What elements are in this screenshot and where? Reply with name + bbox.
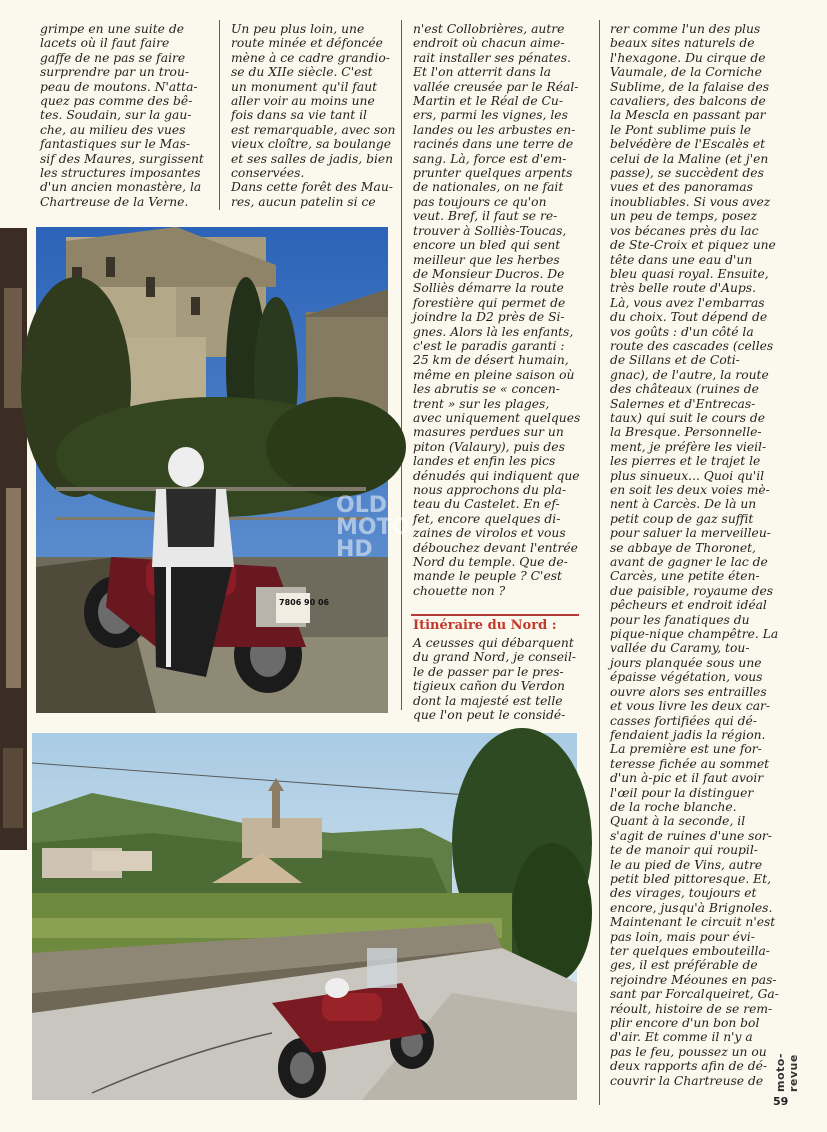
section-heading: Itinéraire du Nord : bbox=[413, 618, 557, 633]
text-line: Sublime, de la falaise des bbox=[610, 79, 770, 94]
text-line: vallée creusée par le Réal- bbox=[413, 79, 579, 94]
text-line: fois dans sa vie tant il bbox=[231, 108, 367, 123]
text-line: rejoindre Méounes en pas- bbox=[610, 972, 777, 987]
text-line: l'œil pour la distinguer bbox=[610, 785, 754, 800]
text-line: Dans cette forêt des Mau- bbox=[231, 180, 393, 195]
text-line: pour les fanatiques du bbox=[610, 612, 750, 627]
text-line: en soit les deux voies mè- bbox=[610, 483, 770, 497]
text-line: sant par Forcalqueiret, Ga- bbox=[610, 987, 779, 1002]
text-line: avant de gagner le lac de bbox=[610, 555, 768, 570]
magazine-brand: moto-revue bbox=[774, 1053, 800, 1092]
text-line: racinés dans une terre de bbox=[413, 137, 574, 152]
text-line: bleu quasi royal. Ensuite, bbox=[610, 266, 769, 281]
page-number: 59 bbox=[773, 1095, 789, 1108]
text-line: aller voir au moins une bbox=[231, 94, 375, 109]
text-line: de Monsieur Ducros. De bbox=[413, 266, 565, 281]
watermark: OLD MOTO HD bbox=[336, 493, 411, 562]
text-line: mande le peuple ? C'est bbox=[413, 569, 562, 584]
text-line: vues et des panoramas bbox=[610, 180, 753, 195]
text-line: masures perdues sur un bbox=[413, 425, 564, 440]
text-line: trent » sur les plages, bbox=[413, 396, 550, 411]
text-line: cavaliers, des balcons de bbox=[610, 94, 766, 109]
text-line: route minée et défoncée bbox=[231, 36, 383, 51]
text-line: trouver à Solliès-Toucas, bbox=[413, 223, 567, 238]
text-line: 25 km de désert humain, bbox=[413, 353, 569, 368]
text-line: Carcès, une petite éten- bbox=[610, 569, 760, 584]
text-line: de Ste-Croix et piquez une bbox=[610, 238, 776, 253]
text-line: La première est une for- bbox=[610, 742, 762, 757]
text-line: A ceusses qui débarquent bbox=[413, 636, 574, 650]
text-column-4 bbox=[610, 22, 779, 1088]
text-line: belvédère de l'Escalès et bbox=[610, 137, 766, 152]
text-line: d'un ancien monastère, la bbox=[40, 180, 202, 195]
text-line: fantastiques sur le Mas- bbox=[40, 137, 191, 152]
heading-rule bbox=[411, 614, 579, 616]
text-line: épaisse végétation, vous bbox=[610, 670, 763, 685]
text-line: des virages, toujours et bbox=[610, 886, 757, 901]
text-line: casses fortifiées qui dé- bbox=[610, 713, 757, 728]
text-line: la Mescla en passant par bbox=[610, 108, 766, 123]
text-line: Quant à la seconde, il bbox=[610, 814, 746, 829]
text-line: quez pas comme des bê- bbox=[40, 94, 193, 109]
column-divider bbox=[599, 20, 600, 1105]
text-line: beaux sites naturels de bbox=[610, 36, 755, 51]
text-line: que l'on peut le considé- bbox=[413, 708, 566, 723]
column-divider bbox=[401, 20, 402, 710]
text-line: dont la majesté est telle bbox=[413, 693, 563, 708]
text-line: gaffe de ne pas se faire bbox=[40, 50, 186, 65]
text-line: le de passer par le pres- bbox=[413, 664, 564, 679]
text-line: réoult, histoire de se rem- bbox=[610, 1001, 773, 1016]
text-line: Vaumale, de la Corniche bbox=[610, 65, 762, 80]
text-line: de nationales, on ne fait bbox=[413, 180, 564, 195]
text-line: l'hexagone. Du cirque de bbox=[610, 50, 766, 65]
text-line: se abbaye de Thoronet, bbox=[610, 540, 756, 555]
text-line: encore un bled qui sent bbox=[413, 238, 561, 253]
text-column-3 bbox=[413, 22, 580, 598]
text-line: peau de moutons. N'atta- bbox=[40, 79, 198, 94]
text-line: nous approchons du pla- bbox=[413, 483, 567, 497]
text-line: teau du Castelet. En ef- bbox=[413, 497, 560, 512]
text-line: le Pont sublime puis le bbox=[610, 122, 752, 137]
text-line: conservées. bbox=[231, 166, 305, 181]
column-divider bbox=[219, 20, 220, 210]
page-edge-strip bbox=[0, 228, 27, 850]
text-line: petit bled pittoresque. Et, bbox=[610, 871, 772, 886]
photo-village-motorcycle bbox=[32, 733, 577, 1100]
text-line: rer comme l'un des plus bbox=[610, 22, 761, 36]
text-line: même en pleine saison où bbox=[413, 367, 575, 382]
text-line: sang. Là, force est d'em- bbox=[413, 151, 567, 166]
text-line: de Sillans et de Coti- bbox=[610, 353, 740, 368]
text-line: pas le feu, poussez un ou bbox=[610, 1044, 767, 1059]
text-line: s'agit de ruines d'une sor- bbox=[610, 828, 772, 843]
text-line: pas toujours ce qu'on bbox=[413, 194, 547, 209]
text-line: se du XIIe siècle. C'est bbox=[231, 65, 373, 80]
text-line: plir encore d'un bon bol bbox=[610, 1016, 760, 1031]
text-line: dénudés qui indiquent que bbox=[413, 468, 580, 483]
text-line: ges, il est préférable de bbox=[610, 958, 758, 973]
text-line: ter quelques embouteilla- bbox=[610, 944, 770, 958]
text-line: mène à ce cadre grandio- bbox=[231, 50, 390, 65]
text-line: res, aucun patelin si ce bbox=[231, 194, 376, 209]
text-line: rait installer ses pénates. bbox=[413, 50, 572, 65]
text-line: d'air. Et comme il n'y a bbox=[610, 1030, 753, 1045]
text-line: teresse fichée au sommet bbox=[610, 756, 770, 771]
text-line: Salernes et d'Entrecas- bbox=[610, 396, 756, 411]
text-line: fet, encore quelques di- bbox=[413, 511, 561, 526]
text-line: route des cascades (celles bbox=[610, 338, 774, 353]
text-line: débouchez devant l'entrée bbox=[413, 540, 578, 555]
text-line: grimpe en une suite de bbox=[40, 22, 184, 36]
text-line: la Bresque. Personnelle- bbox=[610, 425, 762, 440]
text-line: surprendre par un trou- bbox=[40, 65, 190, 80]
text-line: c'est le paradis garanti : bbox=[413, 338, 565, 353]
text-line: ment, je préfère les vieil- bbox=[610, 439, 767, 454]
text-line: forestière qui permet de bbox=[413, 295, 566, 310]
text-line: couvrir la Chartreuse de bbox=[610, 1073, 764, 1088]
text-column-3-continued bbox=[413, 636, 576, 722]
text-line: tigieux cañon du Verdon bbox=[413, 679, 565, 694]
text-line: d'un à-pic et il faut avoir bbox=[610, 771, 764, 786]
text-line: vieux cloître, sa boulange bbox=[231, 137, 392, 152]
text-line: nent à Carcès. De là un bbox=[610, 497, 757, 512]
text-line: tête dans une eau d'un bbox=[610, 252, 753, 267]
text-line: Un peu plus loin, une bbox=[231, 22, 365, 36]
text-line: Nord du temple. Que de- bbox=[413, 555, 568, 570]
text-line: celui de la Maline (et j'en bbox=[610, 151, 769, 166]
text-line: tes. Soudain, sur la gau- bbox=[40, 108, 192, 123]
text-line: gnes. Alors là les enfants, bbox=[413, 324, 574, 339]
text-line: pique-nique champêtre. La bbox=[610, 627, 779, 642]
text-line: fendaient jadis la région. bbox=[610, 727, 766, 742]
text-column-2 bbox=[231, 22, 395, 209]
text-line: petit coup de gaz suffit bbox=[610, 511, 754, 526]
text-line: chouette non ? bbox=[413, 583, 506, 598]
text-line: Solliès démarre la route bbox=[413, 281, 564, 296]
text-line: jours planquée sous une bbox=[610, 655, 762, 670]
text-line: Et l'on atterrit dans la bbox=[413, 65, 552, 80]
text-line: et vous livre les deux car- bbox=[610, 699, 771, 714]
text-line: passe), se succèdent des bbox=[610, 166, 764, 181]
text-line: ers, parmi les vignes, les bbox=[413, 108, 568, 123]
text-line: les pierres et le trajet le bbox=[610, 454, 761, 469]
text-line: due paisible, royaume des bbox=[610, 583, 774, 598]
text-line: zaines de virolos et vous bbox=[413, 526, 566, 541]
text-line: un monument qu'il faut bbox=[231, 79, 378, 94]
text-line: du choix. Tout dépend de bbox=[610, 310, 768, 325]
text-line: ouvre alors ses entrailles bbox=[610, 684, 767, 699]
text-line: che, au milieu des vues bbox=[40, 122, 186, 137]
text-line: avec uniquement quelques bbox=[413, 410, 581, 425]
text-line: joindre la D2 près de Si- bbox=[413, 310, 565, 325]
text-line: endroit où chacun aime- bbox=[413, 36, 565, 51]
text-line: lacets où il faut faire bbox=[40, 36, 170, 51]
text-line: deux rapports afin de dé- bbox=[610, 1059, 768, 1074]
text-line: le au pied de Vins, autre bbox=[610, 857, 763, 872]
text-line: encore, jusqu'à Brignoles. bbox=[610, 900, 773, 915]
text-line: prunter quelques arpents bbox=[413, 166, 573, 181]
text-line: landes et enfin les pics bbox=[413, 454, 556, 469]
text-line: Martin et le Réal de Cu- bbox=[413, 94, 564, 109]
text-line: piton (Valaury), puis des bbox=[413, 439, 565, 454]
text-line: pour saluer la merveilleu- bbox=[610, 526, 771, 541]
text-line: un peu de temps, posez bbox=[610, 209, 758, 224]
text-line: sif des Maures, surgissent bbox=[40, 151, 204, 166]
text-line: Là, vous avez l'embarras bbox=[610, 295, 765, 310]
text-line: te de manoir qui roupil- bbox=[610, 843, 758, 858]
text-line: des châteaux (ruines de bbox=[610, 382, 759, 397]
text-line: vos bécanes près du lac bbox=[610, 223, 759, 238]
text-line: très belle route d'Aups. bbox=[610, 281, 756, 296]
text-line: meilleur que les herbes bbox=[413, 252, 560, 267]
text-line: pêcheurs et endroit idéal bbox=[610, 598, 767, 613]
text-line: veut. Bref, il faut se re- bbox=[413, 209, 558, 224]
text-column-1 bbox=[40, 22, 204, 209]
text-line: n'est Collobrières, autre bbox=[413, 22, 565, 36]
text-line: de la roche blanche. bbox=[610, 799, 737, 814]
license-plate: 7806 90 06 bbox=[279, 598, 330, 607]
text-line: Maintenant le circuit n'est bbox=[610, 915, 776, 930]
text-line: du grand Nord, je conseil- bbox=[413, 650, 577, 665]
text-line: taux) qui suit le cours de bbox=[610, 410, 766, 425]
photo-castle-motorcyclist bbox=[36, 227, 411, 713]
text-line: les structures imposantes bbox=[40, 166, 201, 181]
text-line: pas loin, mais pour évi- bbox=[610, 929, 755, 944]
text-line: vallée du Caramy, tou- bbox=[610, 641, 750, 656]
text-line: est remarquable, avec son bbox=[231, 122, 396, 137]
text-line: Chartreuse de la Verne. bbox=[40, 194, 189, 209]
text-line: inoubliables. Si vous avez bbox=[610, 194, 771, 209]
text-line: et ses salles de jadis, bien bbox=[231, 151, 394, 166]
text-line: vos goûts : d'un côté la bbox=[610, 324, 754, 339]
text-line: gnac), de l'autre, la route bbox=[610, 367, 769, 382]
text-line: plus sinueux... Quoi qu'il bbox=[610, 468, 765, 483]
text-line: les abrutis se « concen- bbox=[413, 382, 560, 397]
text-line: landes ou les arbustes en- bbox=[413, 122, 576, 137]
